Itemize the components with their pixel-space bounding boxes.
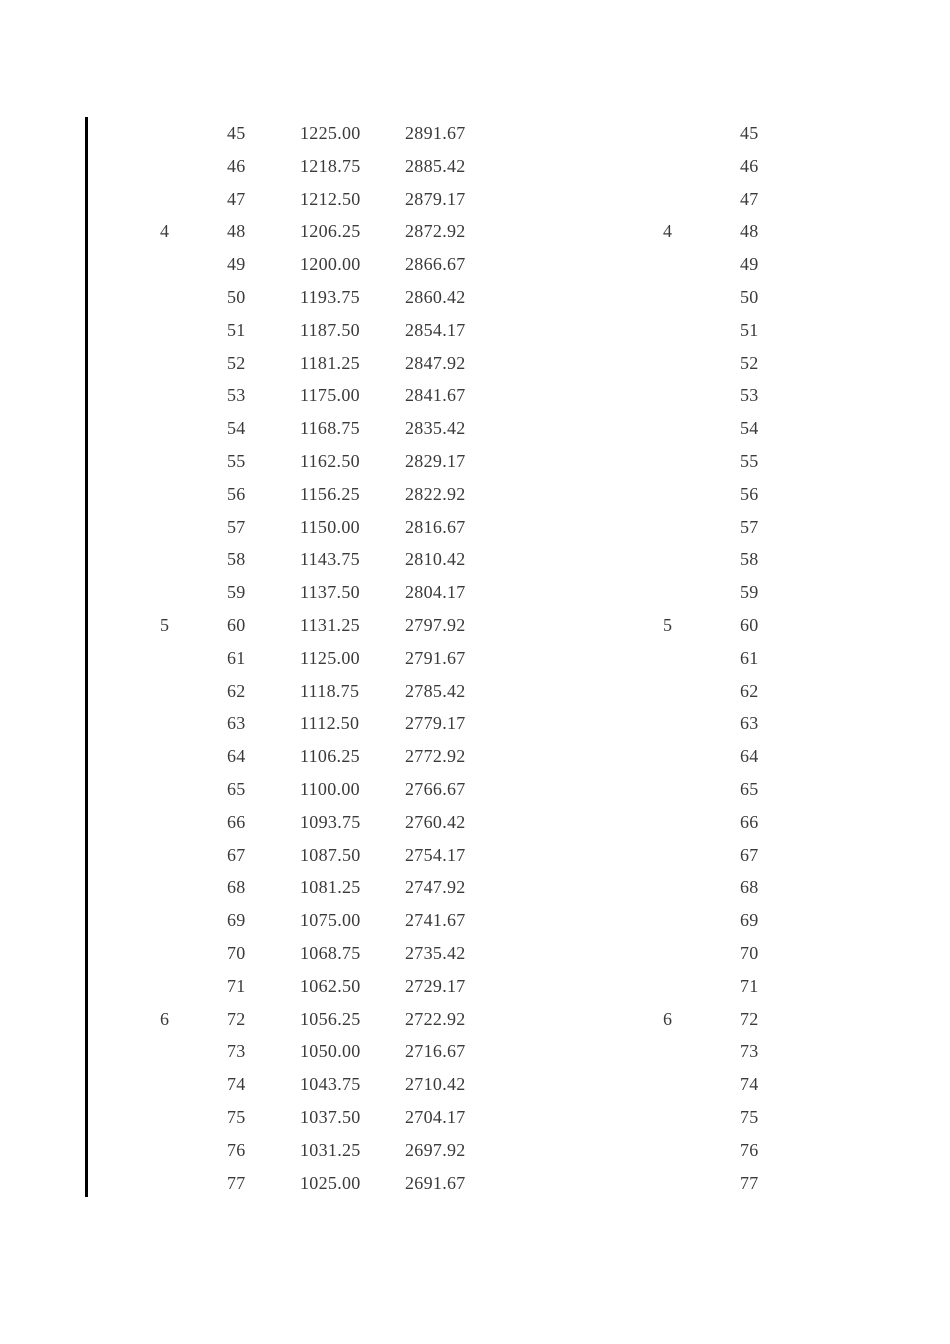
table-row bbox=[0, 215, 950, 248]
row-index: 67 bbox=[227, 844, 246, 865]
row-index: 63 bbox=[227, 713, 246, 734]
value-a-cell: 1056.25 bbox=[300, 1008, 361, 1029]
row-index-right: 72 bbox=[740, 1008, 759, 1029]
row-index: 77 bbox=[227, 1172, 246, 1193]
value-b-cell: 2691.67 bbox=[405, 1172, 466, 1193]
row-index: 50 bbox=[227, 286, 246, 307]
row-index: 74 bbox=[227, 1074, 246, 1095]
row-index-right: 56 bbox=[740, 483, 759, 504]
row-index: 46 bbox=[227, 155, 246, 176]
table-row bbox=[0, 1035, 950, 1068]
value-a-cell: 1175.00 bbox=[300, 385, 360, 406]
value-b-cell: 2760.42 bbox=[405, 811, 466, 832]
value-b-cell: 2866.67 bbox=[405, 254, 466, 275]
row-index: 69 bbox=[227, 910, 246, 931]
value-a-cell: 1218.75 bbox=[300, 155, 361, 176]
row-index: 59 bbox=[227, 582, 246, 603]
row-index: 70 bbox=[227, 942, 246, 963]
table-row bbox=[0, 1167, 950, 1200]
table-row bbox=[0, 871, 950, 904]
table-row bbox=[0, 1134, 950, 1167]
row-index: 66 bbox=[227, 811, 246, 832]
value-a-cell: 1050.00 bbox=[300, 1041, 361, 1062]
value-a-cell: 1206.25 bbox=[300, 221, 361, 242]
value-b-cell: 2785.42 bbox=[405, 680, 466, 701]
table-row bbox=[0, 839, 950, 872]
value-a-cell: 1093.75 bbox=[300, 811, 361, 832]
value-b-cell: 2741.67 bbox=[405, 910, 466, 931]
value-a-cell: 1125.00 bbox=[300, 647, 360, 668]
value-b-cell: 2697.92 bbox=[405, 1139, 466, 1160]
row-index-right: 74 bbox=[740, 1074, 759, 1095]
value-a-cell: 1100.00 bbox=[300, 778, 360, 799]
row-index-right: 61 bbox=[740, 647, 759, 668]
row-index: 56 bbox=[227, 483, 246, 504]
value-b-cell: 2747.92 bbox=[405, 877, 466, 898]
value-b-cell: 2722.92 bbox=[405, 1008, 466, 1029]
row-index-right: 46 bbox=[740, 155, 759, 176]
row-index-right: 73 bbox=[740, 1041, 759, 1062]
value-b-cell: 2754.17 bbox=[405, 844, 466, 865]
table-row bbox=[0, 347, 950, 380]
table-row bbox=[0, 970, 950, 1003]
value-b-cell: 2716.67 bbox=[405, 1041, 466, 1062]
row-index: 49 bbox=[227, 254, 246, 275]
row-index-right: 60 bbox=[740, 614, 759, 635]
row-index-right: 65 bbox=[740, 778, 759, 799]
row-index: 52 bbox=[227, 352, 246, 373]
row-index: 51 bbox=[227, 319, 246, 340]
value-a-cell: 1037.50 bbox=[300, 1106, 361, 1127]
table-row bbox=[0, 1003, 950, 1036]
row-index-right: 48 bbox=[740, 221, 759, 242]
group-label: 4 bbox=[160, 221, 170, 242]
row-index-right: 55 bbox=[740, 450, 759, 471]
value-a-cell: 1225.00 bbox=[300, 123, 361, 143]
value-a-cell: 1062.50 bbox=[300, 975, 361, 996]
row-index: 48 bbox=[227, 221, 246, 242]
value-b-cell: 2710.42 bbox=[405, 1074, 466, 1095]
value-a-cell: 1031.25 bbox=[300, 1139, 361, 1160]
row-index-right: 51 bbox=[740, 319, 759, 340]
value-b-cell: 2797.92 bbox=[405, 614, 466, 635]
table-row bbox=[0, 445, 950, 478]
value-a-cell: 1212.50 bbox=[300, 188, 361, 209]
group-label-right: 6 bbox=[663, 1008, 673, 1029]
value-b-cell: 2835.42 bbox=[405, 418, 466, 439]
row-index: 57 bbox=[227, 516, 246, 537]
row-index-right: 52 bbox=[740, 352, 759, 373]
value-b-cell: 2816.67 bbox=[405, 516, 466, 537]
table-row bbox=[0, 904, 950, 937]
value-a-cell: 1106.25 bbox=[300, 746, 360, 767]
value-b-cell: 2872.92 bbox=[405, 221, 466, 242]
value-a-cell: 1081.25 bbox=[300, 877, 361, 898]
value-a-cell: 1087.50 bbox=[300, 844, 361, 865]
row-index: 76 bbox=[227, 1139, 246, 1160]
row-index: 72 bbox=[227, 1008, 246, 1029]
value-a-cell: 1162.50 bbox=[300, 450, 360, 471]
table-row bbox=[0, 576, 950, 609]
group-label-right: 5 bbox=[663, 614, 673, 635]
row-index-right: 54 bbox=[740, 418, 759, 439]
value-b-cell: 2704.17 bbox=[405, 1106, 466, 1127]
table-row bbox=[0, 707, 950, 740]
row-index: 62 bbox=[227, 680, 246, 701]
value-b-cell: 2854.17 bbox=[405, 319, 466, 340]
value-b-cell: 2879.17 bbox=[405, 188, 466, 209]
row-index-right: 62 bbox=[740, 680, 759, 701]
row-index: 58 bbox=[227, 549, 246, 570]
value-a-cell: 1068.75 bbox=[300, 942, 361, 963]
row-index-right: 76 bbox=[740, 1139, 759, 1160]
row-index: 47 bbox=[227, 188, 246, 209]
row-index: 73 bbox=[227, 1041, 246, 1062]
row-index-right: 67 bbox=[740, 844, 759, 865]
table-row bbox=[0, 412, 950, 445]
value-b-cell: 2779.17 bbox=[405, 713, 466, 734]
value-a-cell: 1075.00 bbox=[300, 910, 361, 931]
table-row bbox=[0, 478, 950, 511]
value-b-cell: 2735.42 bbox=[405, 942, 466, 963]
table-row bbox=[0, 1101, 950, 1134]
value-b-cell: 2810.42 bbox=[405, 549, 466, 570]
row-index: 61 bbox=[227, 647, 246, 668]
value-b-cell: 2891.67 bbox=[405, 123, 466, 143]
row-index-right: 70 bbox=[740, 942, 759, 963]
row-index-right: 77 bbox=[740, 1172, 759, 1193]
group-label-right: 4 bbox=[663, 221, 673, 242]
group-label: 5 bbox=[160, 614, 170, 635]
row-index-right: 57 bbox=[740, 516, 759, 537]
table-row bbox=[0, 642, 950, 675]
value-b-cell: 2847.92 bbox=[405, 352, 466, 373]
value-a-cell: 1193.75 bbox=[300, 286, 360, 307]
group-label: 6 bbox=[160, 1008, 170, 1029]
value-b-cell: 2829.17 bbox=[405, 450, 466, 471]
table-row bbox=[0, 937, 950, 970]
table-row bbox=[0, 281, 950, 314]
value-a-cell: 1181.25 bbox=[300, 352, 360, 373]
row-index-right: 66 bbox=[740, 811, 759, 832]
row-index-right: 71 bbox=[740, 975, 759, 996]
row-index: 45 bbox=[227, 123, 246, 143]
row-index: 65 bbox=[227, 778, 246, 799]
row-index-right: 63 bbox=[740, 713, 759, 734]
value-a-cell: 1131.25 bbox=[300, 614, 360, 635]
table-row bbox=[0, 609, 950, 642]
table-row bbox=[0, 675, 950, 708]
row-index: 60 bbox=[227, 614, 246, 635]
row-index-right: 50 bbox=[740, 286, 759, 307]
table-row bbox=[0, 740, 950, 773]
value-b-cell: 2791.67 bbox=[405, 647, 466, 668]
table-row bbox=[0, 150, 950, 183]
row-index: 53 bbox=[227, 385, 246, 406]
table-row bbox=[0, 543, 950, 576]
value-a-cell: 1150.00 bbox=[300, 516, 360, 537]
table-row bbox=[0, 314, 950, 347]
value-a-cell: 1137.50 bbox=[300, 582, 360, 603]
value-a-cell: 1043.75 bbox=[300, 1074, 361, 1095]
value-b-cell: 2860.42 bbox=[405, 286, 466, 307]
row-index-right: 68 bbox=[740, 877, 759, 898]
row-index: 68 bbox=[227, 877, 246, 898]
value-a-cell: 1112.50 bbox=[300, 713, 360, 734]
value-a-cell: 1168.75 bbox=[300, 418, 360, 439]
row-index-right: 59 bbox=[740, 582, 759, 603]
row-index-right: 49 bbox=[740, 254, 759, 275]
value-b-cell: 2772.92 bbox=[405, 746, 466, 767]
value-b-cell: 2766.67 bbox=[405, 778, 466, 799]
table-row bbox=[0, 248, 950, 281]
value-a-cell: 1156.25 bbox=[300, 483, 360, 504]
value-b-cell: 2885.42 bbox=[405, 155, 466, 176]
row-index: 54 bbox=[227, 418, 246, 439]
table-row bbox=[0, 183, 950, 216]
value-a-cell: 1118.75 bbox=[300, 680, 360, 701]
value-b-cell: 2804.17 bbox=[405, 582, 466, 603]
table-row bbox=[0, 1068, 950, 1101]
row-index: 55 bbox=[227, 450, 246, 471]
value-b-cell: 2841.67 bbox=[405, 385, 466, 406]
row-index: 64 bbox=[227, 746, 246, 767]
table-row bbox=[0, 806, 950, 839]
table-row bbox=[0, 379, 950, 412]
row-index-right: 69 bbox=[740, 910, 759, 931]
table-row bbox=[0, 511, 950, 544]
data-table bbox=[0, 117, 950, 1199]
value-a-cell: 1025.00 bbox=[300, 1172, 361, 1193]
row-index-right: 53 bbox=[740, 385, 759, 406]
row-index-right: 45 bbox=[740, 123, 759, 143]
row-index: 75 bbox=[227, 1106, 246, 1127]
table-row bbox=[0, 773, 950, 806]
row-index-right: 58 bbox=[740, 549, 759, 570]
row-index-right: 47 bbox=[740, 188, 759, 209]
value-b-cell: 2729.17 bbox=[405, 975, 466, 996]
table-row bbox=[0, 117, 950, 150]
row-index: 71 bbox=[227, 975, 246, 996]
value-a-cell: 1143.75 bbox=[300, 549, 360, 570]
value-a-cell: 1187.50 bbox=[300, 319, 360, 340]
row-index-right: 64 bbox=[740, 746, 759, 767]
row-index-right: 75 bbox=[740, 1106, 759, 1127]
value-a-cell: 1200.00 bbox=[300, 254, 361, 275]
value-b-cell: 2822.92 bbox=[405, 483, 466, 504]
